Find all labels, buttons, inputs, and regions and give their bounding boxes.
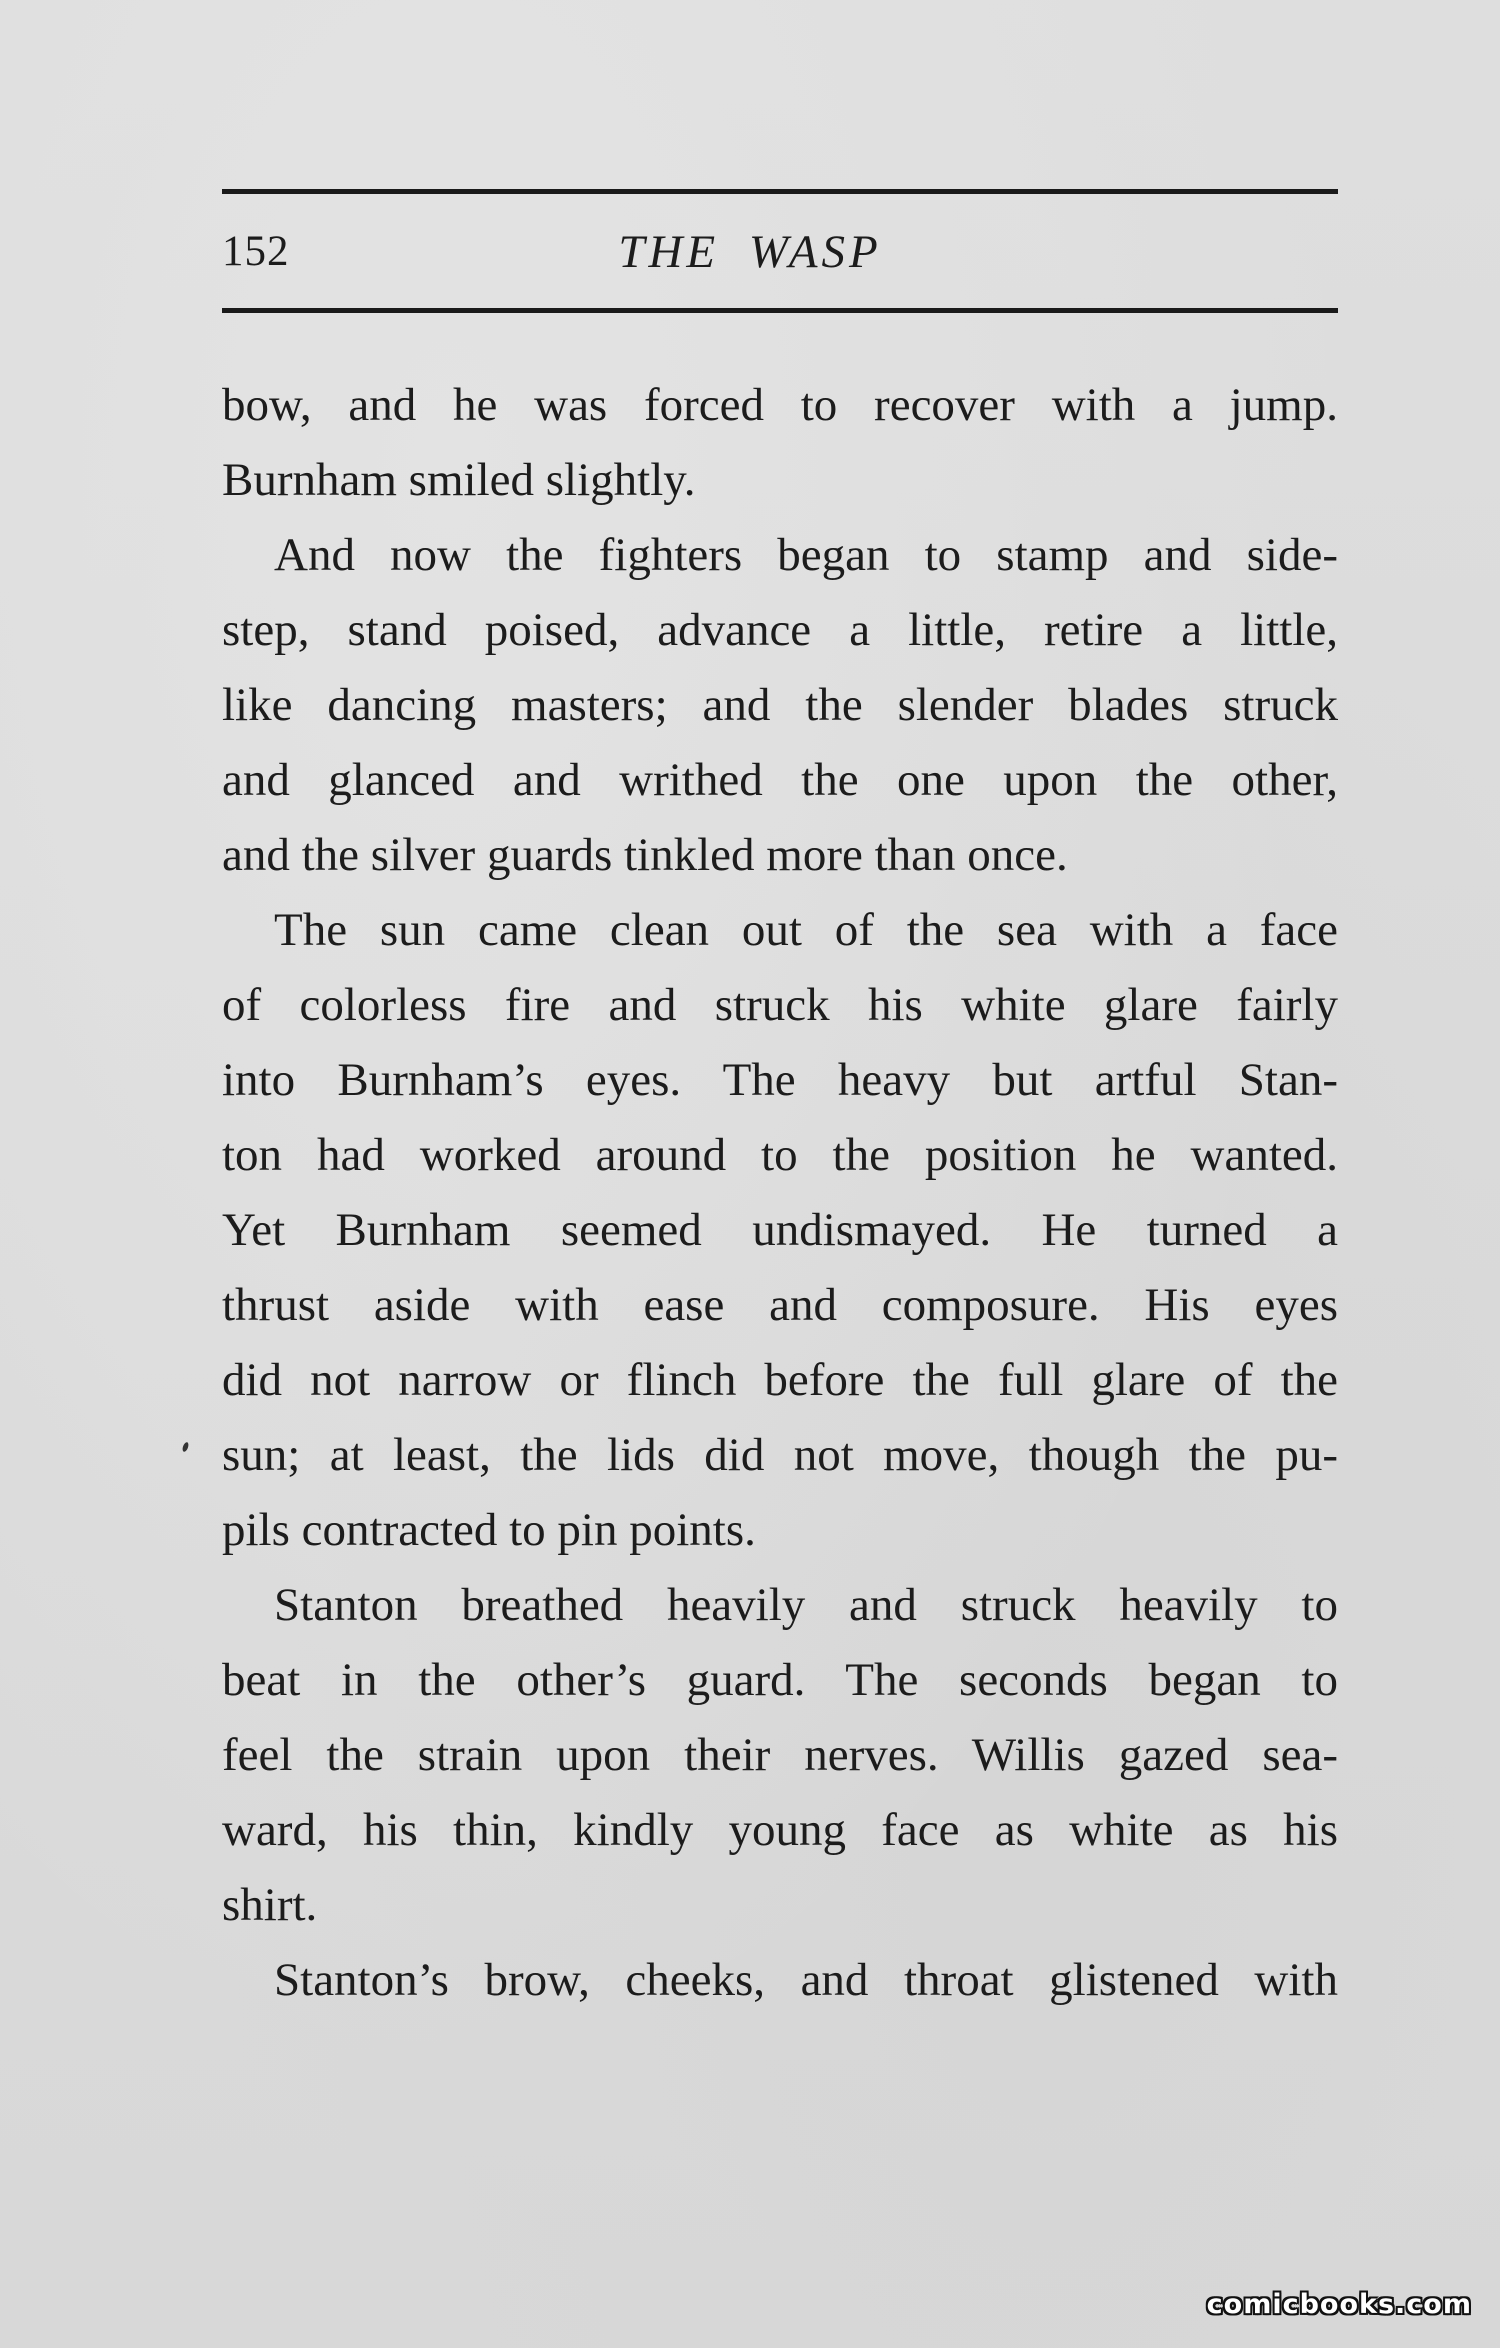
text-line: and the silver guards tinkled more than once. xyxy=(222,829,1068,881)
text-line: shirt. xyxy=(222,1879,318,1931)
page-number: 152 xyxy=(222,228,290,275)
text-line: Burnham smiled slightly. xyxy=(222,454,696,506)
text-line: of colorless fire and struck his white glare fairly xyxy=(222,979,1338,1031)
text-line: pils contracted to pin points. xyxy=(222,1504,756,1556)
header-rule-top xyxy=(222,189,1338,194)
text-line: And now the fighters began to stamp and side- xyxy=(274,529,1338,581)
text-line: thrust aside with ease and composure. His eyes xyxy=(222,1279,1338,1331)
text-line: ton had worked around to the position he wanted. xyxy=(222,1129,1338,1181)
text-line: bow, and he was forced to recover with a jump. xyxy=(222,379,1338,431)
text-line: feel the strain upon their nerves. Willis gazed sea- xyxy=(222,1729,1338,1781)
text-line: and glanced and writhed the one upon the other, xyxy=(222,754,1338,806)
text-line: Stanton’s brow, cheeks, and throat glistened with xyxy=(274,1954,1338,2006)
paragraph xyxy=(222,1568,1338,1943)
text-line: beat in the other’s guard. The seconds began to xyxy=(222,1654,1338,1706)
paragraph xyxy=(222,518,1338,893)
text-line: like dancing masters; and the slender blades struck xyxy=(222,679,1338,731)
paragraph xyxy=(222,893,1338,1568)
text-line: ward, his thin, kindly young face as white as his xyxy=(222,1804,1338,1856)
text-line: into Burnham’s eyes. The heavy but artful Stan- xyxy=(222,1054,1338,1106)
header-rule-bottom xyxy=(222,308,1338,313)
body-text xyxy=(222,368,1338,2018)
text-line: step, stand poised, advance a little, retire a little, xyxy=(222,604,1338,656)
watermark: comicbooks.com xyxy=(1206,2289,1472,2320)
text-line: Stanton breathed heavily and struck heavily to xyxy=(274,1579,1338,1631)
text-line: The sun came clean out of the sea with a face xyxy=(274,904,1338,956)
running-title: THE WASP xyxy=(618,226,882,278)
text-line: did not narrow or flinch before the full glare of the xyxy=(222,1354,1338,1406)
paragraph xyxy=(222,368,1338,518)
text-line: Yet Burnham seemed undismayed. He turned a xyxy=(222,1204,1338,1256)
text-line: sun; at least, the lids did not move, though the pu- xyxy=(222,1429,1338,1481)
margin-speck xyxy=(181,1441,189,1452)
paragraph xyxy=(222,1943,1338,2018)
